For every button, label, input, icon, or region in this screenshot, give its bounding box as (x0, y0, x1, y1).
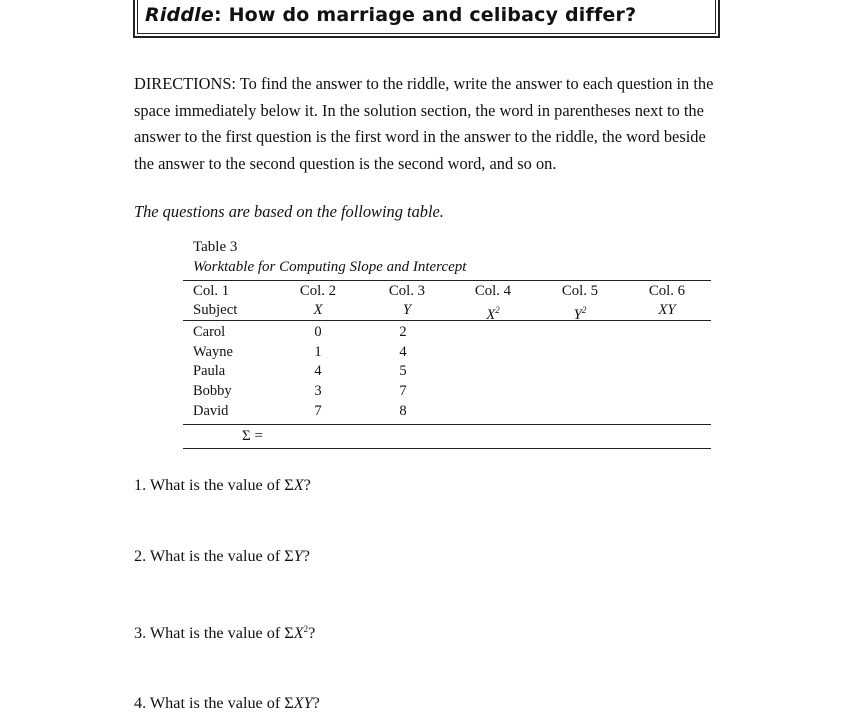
column-header-5-label: Col. 5 (561, 283, 599, 299)
column-header-1 (193, 282, 237, 320)
table-row-y: 2 (399, 324, 407, 340)
table-row-x: 3 (314, 383, 322, 399)
column-header-1-label: Col. 1 (193, 283, 230, 299)
table-row-subject: Carol (193, 324, 226, 340)
riddle-title-box (133, 0, 720, 38)
column-header-2-sub: X (313, 302, 323, 318)
column-header-4 (468, 282, 518, 325)
table-caption: Worktable for Computing Slope and Intercept (193, 259, 467, 275)
question-4: 4. What is the value of ΣXY? (134, 694, 320, 712)
table-row-x: 4 (314, 363, 322, 379)
table-number: Table 3 (193, 239, 238, 255)
column-header-5 (555, 282, 605, 325)
question-2: 2. What is the value of ΣY? (134, 547, 310, 565)
question-3: 3. What is the value of $\Sigma X^2$? (134, 624, 316, 642)
table-row-x: 1 (314, 344, 322, 360)
column-header-4-label: Col. 4 (474, 283, 512, 299)
table-row-y: 5 (399, 363, 407, 379)
directions-text: DIRECTIONS: To find the answer to the riddle, write the answer to each question in the space immediately below it. In the solution section, the word in parentheses next to the answer to the first question is the first word in the answer to the riddle, the word beside the answer to the second question is the second word, and so on. (134, 74, 714, 173)
table-row-y: 4 (399, 344, 407, 360)
table-row-x: 0 (314, 324, 322, 340)
column-header-1-sub: Subject (193, 302, 238, 318)
column-header-6-label: Col. 6 (648, 283, 686, 299)
table-row-subject: Paula (193, 363, 226, 379)
table-row-subject: David (193, 403, 229, 419)
table-row-subject: Bobby (193, 383, 232, 399)
column-header-2 (293, 282, 343, 320)
table-row-y: 8 (399, 403, 407, 419)
table-body-rule (183, 424, 711, 425)
riddle-title (145, 4, 636, 26)
column-header-4-sub: $X^2$ (486, 305, 500, 323)
question-1: 1. What is the value of ΣX? (134, 476, 311, 494)
table-header-rule (183, 320, 711, 321)
column-header-6-sub: XY (658, 302, 676, 318)
table-row-subject: Wayne (193, 344, 233, 360)
table-row-x: 7 (314, 403, 322, 419)
riddle-title-prefix: Riddle (145, 4, 214, 26)
column-header-3 (382, 282, 432, 320)
table-top-rule (183, 280, 711, 281)
column-header-2-label: Col. 2 (299, 283, 337, 299)
sum-row-label: Σ = (242, 428, 263, 444)
column-header-5-sub: $Y^2$ (573, 305, 587, 323)
table-row-y: 7 (399, 383, 407, 399)
riddle-title-text: : How do marriage and celibacy differ? (213, 4, 637, 26)
column-header-3-sub: Y (402, 302, 412, 318)
column-header-6 (642, 282, 692, 320)
table-bottom-rule (183, 448, 711, 449)
column-header-3-label: Col. 3 (388, 283, 426, 299)
table-intro-text: The questions are based on the following table. (134, 202, 444, 221)
